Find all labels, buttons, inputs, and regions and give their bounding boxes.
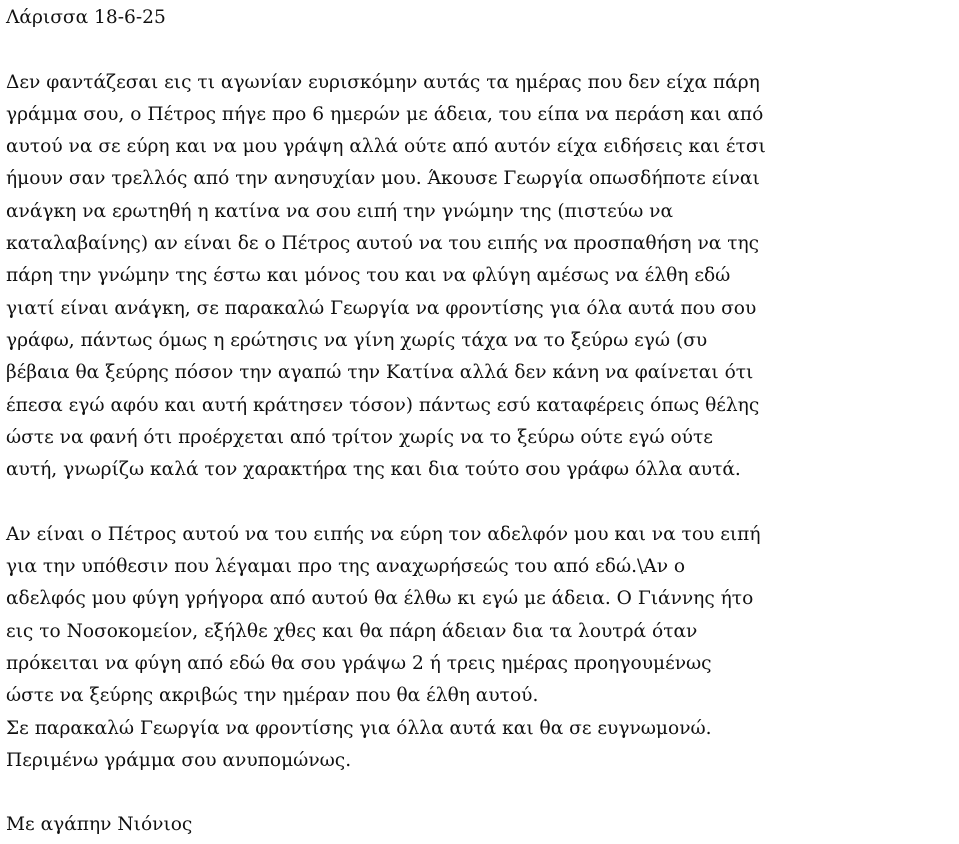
paragraph-1-line-12: ώστε να φανή ότι προέρχεται από τρίτον χωρίς να το ξεύρω ούτε εγώ ούτε — [6, 426, 713, 448]
paragraph-2-line-5: πρόκειται να φύγη από εδώ θα σου γράψω 2 ή τρεις ημέρας προηγουμένως — [6, 652, 712, 674]
paragraph-2-line-1: Αν είναι ο Πέτρος αυτού να του ειπής να εύρη τον αδελφόν μου και να του ειπή — [6, 523, 761, 545]
paragraph-1-line-1: Δεν φαντάζεσαι εις τι αγωνίαν ευρισκόμην αυτάς τα ημέρας που δεν είχα πάρη — [6, 71, 760, 93]
paragraph-2-line-8: Περιμένω γράμμα σου ανυπομώνως. — [6, 749, 352, 771]
paragraph-1-line-2: γράμμα σου, ο Πέτρος πήγε προ 6 ημερών με άδεια, του είπα να περάση και από — [6, 103, 764, 125]
paragraph-1 — [6, 67, 956, 487]
blank-line — [6, 34, 956, 66]
paragraph-1-line-8: γιατί είναι ανάγκη, σε παρακαλώ Γεωργία να φροντίσης για όλα αυτά που σου — [6, 297, 757, 319]
paragraph-2-line-4: εις το Νοσοκομείον, εξήλθε χθες και θα πάρη άδειαν δια τα λουτρά όταν — [6, 620, 698, 642]
paragraph-2-line-6: ώστε να ξεύρης ακριβώς την ημέραν που θα έλθη αυτού. — [6, 685, 539, 707]
paragraph-1-line-7: πάρη την γνώμην της έστω και μόνος του και να φλύγη αμέσως να έλθη εδώ — [6, 265, 731, 287]
paragraph-1-line-6: καταλαβαίνης) αν είναι δε ο Πέτρος αυτού να του ειπής να προσπαθήση να της — [6, 233, 760, 255]
paragraph-1-line-5: ανάγκη να ερωτηθή η κατίνα να σου ειπή την γνώμην της (πιστεύω να — [6, 200, 674, 222]
letter-document — [6, 2, 956, 842]
paragraph-1-line-9: γράφω, πάντως όμως η ερώτησις να γίνη χωρίς τάχα να το ξεύρω εγώ (συ — [6, 329, 708, 351]
paragraph-1-line-11: έπεσα εγώ αφόυ και αυτή κράτησεν τόσον) πάντως εσύ καταφέρεις όπως θέλης — [6, 394, 760, 416]
paragraph-2-line-7: Σε παρακαλώ Γεωργία να φροντίσης για όλλα αυτά και θα σε ευγνωμονώ. — [6, 717, 712, 739]
blank-line — [6, 486, 956, 518]
paragraph-1-line-10: βέβαια θα ξεύρης πόσον την αγαπώ την Κατίνα αλλά δεν κάνη να φαίνεται ότι — [6, 362, 754, 384]
paragraph-2-line-3: αδελφός μου φύγη γρήγορα από αυτού θα έλθω κι εγώ με άδεια. Ο Γιάννης ήτο — [6, 588, 754, 610]
paragraph-2-line-2: για την υπόθεσιν που λέγαμαι προ της αναχωρήσεώς του από εδώ.\Αν ο — [6, 556, 686, 578]
blank-line — [6, 777, 956, 809]
paragraph-1-line-4: ήμουν σαν τρελλός από την ανησυχίαν μου. Άκουσε Γεωργία οπωσδήποτε είναι — [6, 168, 760, 190]
paragraph-1-line-3: αυτού να σε εύρη και να μου γράψη αλλά ούτε από αυτόν είχα ειδήσεις και έτσι — [6, 136, 766, 158]
signature: Με αγάπην Νιόνιος — [6, 814, 193, 836]
paragraph-2 — [6, 519, 956, 777]
date-line: Λάρισσα 18-6-25 — [6, 7, 166, 28]
paragraph-1-line-13: αυτή, γνωρίζω καλά τον χαρακτήρα της και δια τούτο σου γράφω όλλα αυτά. — [6, 459, 741, 481]
